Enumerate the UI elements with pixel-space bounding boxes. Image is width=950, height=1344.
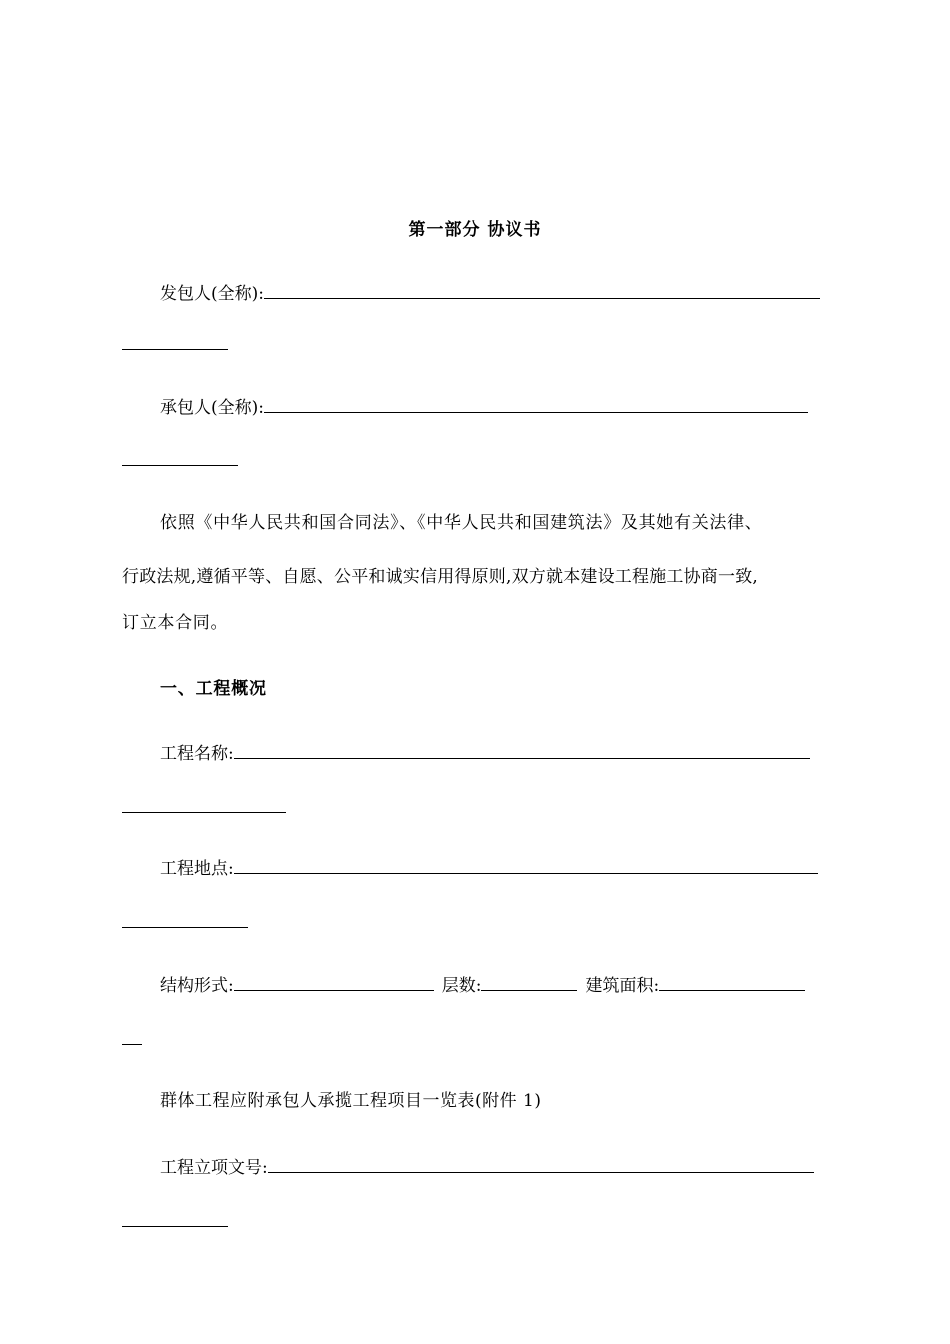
approval-number-label: 工程立项文号: (160, 1158, 268, 1178)
approval-number-blank-2[interactable] (122, 1212, 228, 1227)
project-location-label: 工程地点: (160, 859, 234, 879)
basis-paragraph-line-1: 依照《中华人民共和国合同法》、《中华人民共和国建筑法》及其她有关法律、 (160, 513, 763, 533)
approval-number-field (160, 1157, 814, 1179)
floors-blank[interactable] (481, 976, 577, 991)
contractor-field (160, 397, 808, 419)
structure-blank[interactable] (234, 976, 434, 991)
structure-floors-area-field (160, 975, 805, 997)
contractor-blank-2[interactable] (122, 451, 238, 466)
group-project-note: 群体工程应附承包人承揽工程项目一览表(附件 1) (160, 1091, 542, 1111)
approval-number-blank[interactable] (268, 1158, 814, 1173)
project-name-label: 工程名称: (160, 744, 234, 764)
employer-field (160, 283, 820, 305)
basis-paragraph-line-2: 行政法规,遵循平等、自愿、公平和诚实信用得原则,双方就本建设工程施工协商一致, (122, 567, 759, 587)
project-name-blank[interactable] (234, 744, 810, 759)
area-blank-continued (122, 1029, 142, 1051)
area-blank[interactable] (659, 976, 805, 991)
project-name-field (160, 743, 810, 765)
floors-label: 层数: (441, 976, 482, 996)
employer-blank-continued (122, 334, 228, 356)
employer-label: 发包人(全称): (160, 284, 264, 304)
project-name-blank-continued (122, 797, 286, 819)
project-location-blank-2[interactable] (122, 913, 248, 928)
employer-blank-2[interactable] (122, 335, 228, 350)
structure-label: 结构形式: (160, 976, 234, 996)
contractor-blank[interactable] (264, 398, 808, 413)
contractor-blank-continued (122, 450, 238, 472)
document-title: 第一部分 协议书 (408, 220, 542, 240)
project-location-blank[interactable] (234, 859, 818, 874)
employer-blank[interactable] (264, 284, 820, 299)
area-label: 建筑面积: (585, 976, 660, 996)
contractor-label: 承包人(全称): (160, 398, 264, 418)
approval-number-blank-continued (122, 1211, 228, 1233)
project-name-blank-2[interactable] (122, 798, 286, 813)
project-location-field (160, 858, 818, 880)
basis-paragraph-line-3: 订立本合同。 (122, 613, 229, 633)
project-location-blank-continued (122, 912, 248, 934)
section-1-heading: 一、工程概况 (160, 679, 267, 699)
area-blank-2[interactable] (122, 1030, 142, 1045)
